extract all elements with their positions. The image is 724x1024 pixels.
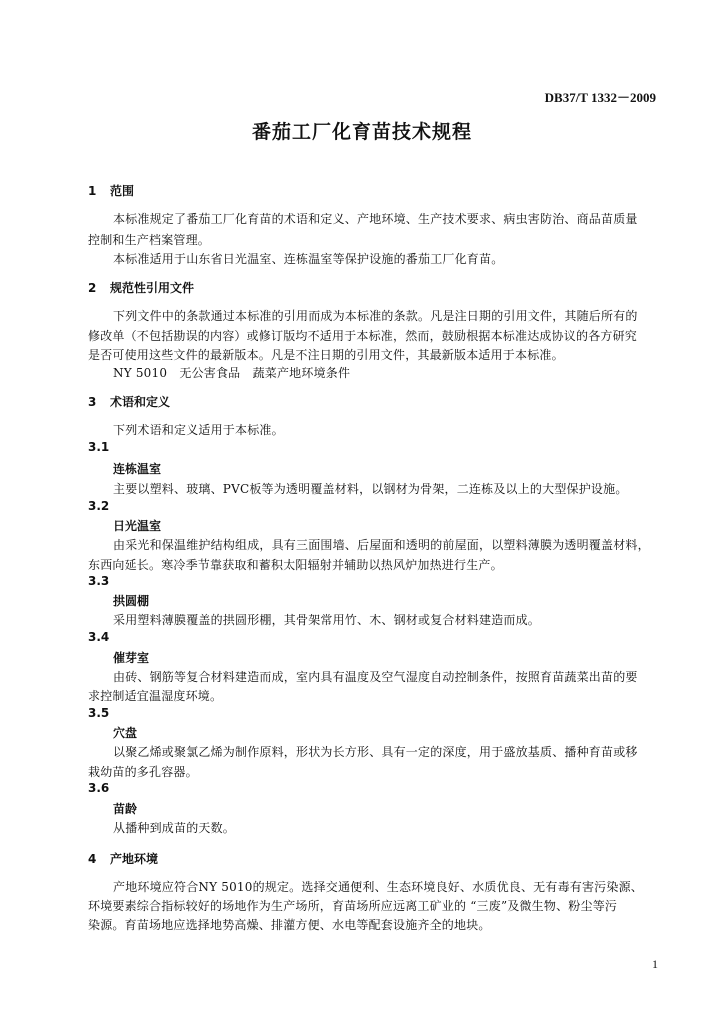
term-name: 拱圆棚 xyxy=(113,594,150,608)
section-title: 产地环境 xyxy=(110,852,159,866)
page-title: 番茄工厂化育苗技术规程 xyxy=(251,121,472,143)
section-title: 规范性引用文件 xyxy=(110,281,195,295)
term-number: 3.1 xyxy=(88,440,110,454)
section-title: 术语和定义 xyxy=(110,395,171,409)
paragraph-line: 修改单（不包括勘误的内容）或修订版均不适用于本标准，然而，鼓励根据本标准达成协议的各方研究 xyxy=(88,329,638,343)
term-definition: 栽幼苗的多孔容器。 xyxy=(88,765,198,779)
term-name: 连栋温室 xyxy=(113,462,162,476)
section-number: 1 xyxy=(88,184,97,198)
term-name: 催芽室 xyxy=(113,651,150,665)
section-number: 4 xyxy=(88,852,97,866)
section-number: 3 xyxy=(88,395,97,409)
paragraph-line: 下列文件中的条款通过本标准的引用而成为本标准的条款。凡是注日期的引用文件，其随后所有的 xyxy=(113,309,638,323)
paragraph-line: 本标准规定了番茄工厂化育苗的术语和定义、产地环境、生产技术要求、病虫害防治、商品苗质量 xyxy=(113,212,638,226)
term-definition: 求控制适宜温湿度环境。 xyxy=(88,689,223,703)
term-definition: 以聚乙烯或聚氯乙烯为制作原料，形状为长方形、具有一定的深度，用于盛放基质、播种育苗或移 xyxy=(113,745,638,759)
term-name: 苗龄 xyxy=(113,802,138,816)
paragraph-line: 是否可使用这些文件的最新版本。凡是不注日期的引用文件，其最新版本适用于本标准。 xyxy=(88,348,564,362)
term-number: 3.3 xyxy=(88,574,110,588)
paragraph-line: 染源。育苗场地应选择地势高燥、排灌方便、水电等配套设施齐全的地块。 xyxy=(88,918,491,932)
section-heading-environment xyxy=(88,850,158,867)
section-heading-scope xyxy=(88,182,134,199)
term-definition: 主要以塑料、玻璃、PVC板等为透明覆盖材料，以钢材为骨架，二连栋及以上的大型保护设施。 xyxy=(113,482,628,496)
section-heading-terms xyxy=(88,393,170,410)
term-name: 日光温室 xyxy=(113,519,162,533)
paragraph-line: 环境要素综合指标较好的场地作为生产场所，育苗场所应远离工矿业的 “三废”及微生物、粉尘等污 xyxy=(88,899,618,913)
section-number: 2 xyxy=(88,281,97,295)
document-number: DB37/T 1332－2009 xyxy=(544,90,656,105)
term-definition: 由采光和保温维护结构组成，具有三面围墙、后屋面和透明的前屋面，以塑料薄膜为透明覆盖材料， xyxy=(113,538,650,552)
term-number: 3.2 xyxy=(88,499,110,513)
paragraph-line: 本标准适用于山东省日光温室、连栋温室等保护设施的番茄工厂化育苗。 xyxy=(113,252,504,266)
term-name: 穴盘 xyxy=(113,726,138,740)
page-number: 1 xyxy=(652,957,658,971)
term-number: 3.5 xyxy=(88,706,110,720)
term-definition: 由砖、钢筋等复合材料建造而成，室内具有温度及空气湿度自动控制条件，按照育苗蔬菜出苗的要 xyxy=(113,670,638,684)
term-definition: 采用塑料薄膜覆盖的拱圆形棚，其骨架常用竹、木、钢材或复合材料建造而成。 xyxy=(113,613,541,627)
term-definition: 从播种到成苗的天数。 xyxy=(113,821,236,835)
paragraph-line: 控制和生产档案管理。 xyxy=(88,233,211,247)
reference-entry: NY 5010 无公害食品 蔬菜产地环境条件 xyxy=(113,366,351,380)
term-number: 3.4 xyxy=(88,630,110,644)
term-definition: 东西向延长。寒冷季节靠获取和蓄积太阳辐射并辅助以热风炉加热进行生产。 xyxy=(88,558,503,572)
paragraph-line: 下列术语和定义适用于本标准。 xyxy=(113,423,284,437)
term-number: 3.6 xyxy=(88,781,110,795)
section-title: 范围 xyxy=(110,184,135,198)
paragraph-line: 产地环境应符合NY 5010的规定。选择交通便利、生态环境良好、水质优良、无有毒有害污染源、 xyxy=(113,880,643,894)
section-heading-references xyxy=(88,279,194,296)
